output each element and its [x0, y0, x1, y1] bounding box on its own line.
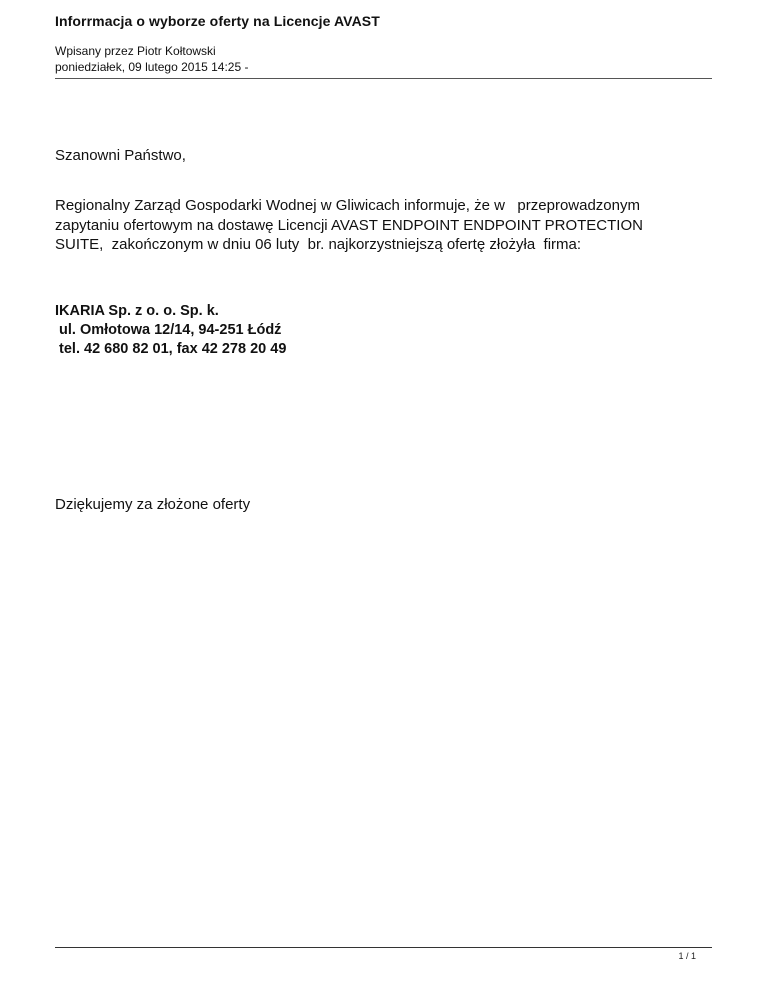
page-number: 1 / 1 — [678, 951, 696, 961]
header-divider — [55, 78, 712, 79]
company-name: IKARIA Sp. z o. o. Sp. k. — [55, 303, 219, 319]
paragraph-line: SUITE, zakończonym w dniu 06 luty br. najkorzystniejszą ofertę złożyła firma: — [55, 236, 582, 253]
paragraph-line: Regionalny Zarząd Gospodarki Wodnej w Gliwicach informuje, że w przeprowadzonym — [55, 197, 640, 214]
date-line: poniedziałek, 09 lutego 2015 14:25 - — [55, 60, 249, 74]
company-address: ul. Omłotowa 12/14, 94-251 Łódź — [55, 322, 282, 338]
document-title: Inforrmacja o wyborze oferty na Licencje AVAST — [55, 13, 380, 29]
company-details — [55, 302, 286, 359]
greeting: Szanowni Państwo, — [55, 147, 186, 164]
company-contact: tel. 42 680 82 01, fax 42 278 20 49 — [55, 341, 287, 357]
author-line: Wpisany przez Piotr Kołtowski — [55, 44, 216, 58]
closing-line: Dziękujemy za złożone oferty — [55, 496, 251, 513]
body-paragraph — [55, 196, 715, 255]
paragraph-line: zapytaniu ofertowym na dostawę Licencji AVAST ENDPOINT ENDPOINT PROTECTION — [55, 216, 643, 234]
footer-divider — [55, 947, 712, 948]
